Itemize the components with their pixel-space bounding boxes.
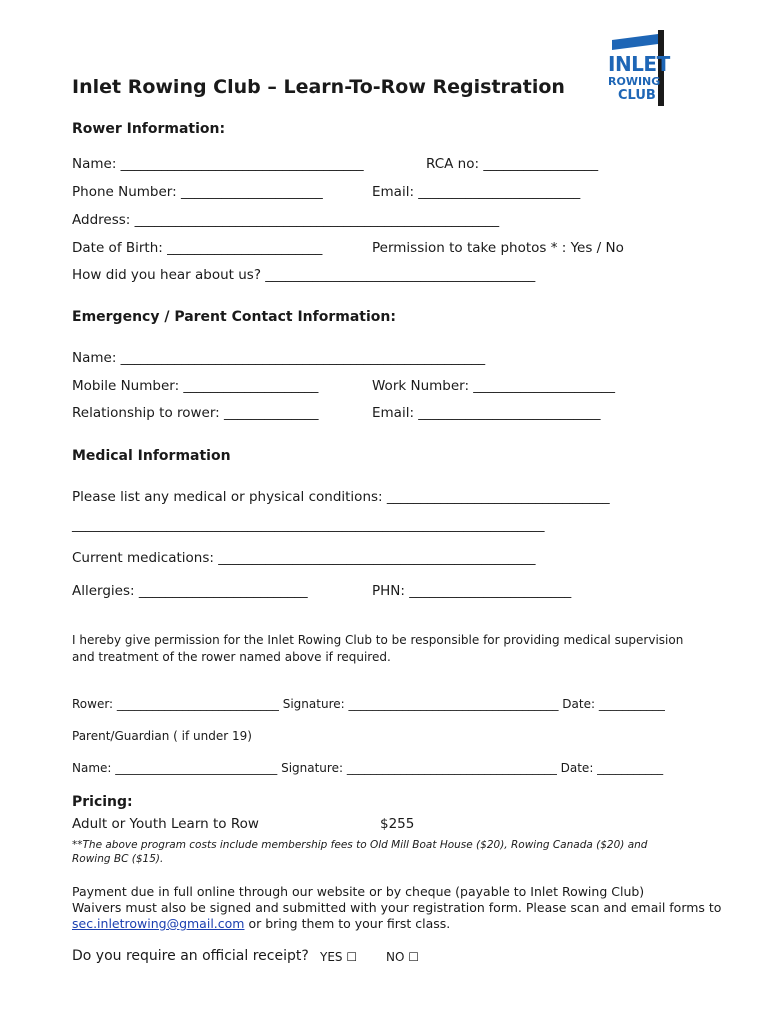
secretary-email-link[interactable]: sec.inletrowing@gmail.com xyxy=(72,916,245,931)
pricing-item-price: $255 xyxy=(380,816,415,832)
medical-permission-line-1: I hereby give permission for the Inlet Rowing Club to be responsible for providing medical supervision xyxy=(72,633,684,647)
payment-line-1: Payment due in full online through our website or by cheque (payable to Inlet Rowing Club) xyxy=(72,884,645,899)
payment-line-2: Waivers must also be signed and submitted with your registration form. Please scan and email forms to xyxy=(72,900,722,915)
rower-name-field[interactable]: Name: ____________________________________ xyxy=(72,156,364,172)
relationship-field[interactable]: Relationship to rower: ______________ xyxy=(72,405,319,421)
address-field[interactable]: Address: ______________________________________________________ xyxy=(72,212,500,228)
rca-number-field[interactable]: RCA no: _________________ xyxy=(426,156,599,172)
logo-line-rowing: ROWING xyxy=(608,75,661,88)
medical-conditions-continued[interactable]: ______________________________________________________________________ xyxy=(72,517,545,533)
mobile-number-field[interactable]: Mobile Number: ____________________ xyxy=(72,378,319,394)
club-logo xyxy=(608,30,670,108)
receipt-no-checkbox[interactable]: NO ☐ xyxy=(386,950,419,964)
contact-name-field[interactable]: Name: ______________________________________________________ xyxy=(72,350,486,366)
rower-email-field[interactable]: Email: ________________________ xyxy=(372,184,581,200)
allergies-field[interactable]: Allergies: _________________________ xyxy=(72,583,308,599)
guardian-signature-line[interactable]: Name: ___________________________ Signature: ___________________________________ Date: ___________ xyxy=(72,761,664,775)
rower-signature-line[interactable]: Rower: ___________________________ Signature: ___________________________________ Date: ___________ xyxy=(72,697,665,711)
payment-line-3 xyxy=(72,916,450,931)
work-number-field[interactable]: Work Number: _____________________ xyxy=(372,378,616,394)
pricing-item-label: Adult or Youth Learn to Row xyxy=(72,816,259,832)
emergency-contact-heading: Emergency / Parent Contact Information: xyxy=(72,309,396,325)
phn-field[interactable]: PHN: ________________________ xyxy=(372,583,572,599)
phone-number-field[interactable]: Phone Number: _____________________ xyxy=(72,184,323,200)
pricing-heading: Pricing: xyxy=(72,794,133,810)
receipt-yes-checkbox[interactable]: YES ☐ xyxy=(320,950,358,964)
payment-line-3-rest: or bring them to your first class. xyxy=(244,916,451,931)
medications-field[interactable]: Current medications: _______________________________________________ xyxy=(72,550,536,566)
rower-info-heading: Rower Information: xyxy=(72,121,226,137)
medical-permission-line-2: and treatment of the rower named above if required. xyxy=(72,650,391,664)
page-title: Inlet Rowing Club – Learn-To-Row Registration xyxy=(72,76,565,98)
medical-conditions-field[interactable]: Please list any medical or physical conditions: _________________________________ xyxy=(72,489,610,505)
logo-line-club: CLUB xyxy=(618,88,656,103)
pricing-note-line-1: **The above program costs include membership fees to Old Mill Boat House ($20), Rowing Canada ($20) and xyxy=(72,839,648,851)
medical-info-heading: Medical Information xyxy=(72,448,231,464)
date-of-birth-field[interactable]: Date of Birth: _______________________ xyxy=(72,240,323,256)
referral-source-field[interactable]: How did you hear about us? ________________________________________ xyxy=(72,267,536,283)
contact-email-field[interactable]: Email: ___________________________ xyxy=(372,405,601,421)
receipt-question: Do you require an official receipt? xyxy=(72,948,309,964)
pricing-note-line-2: Rowing BC ($15). xyxy=(72,853,164,865)
photo-permission-field[interactable]: Permission to take photos * : Yes / No xyxy=(372,240,624,256)
guardian-label: Parent/Guardian ( if under 19) xyxy=(72,729,252,743)
logo-line-inlet: INLET xyxy=(608,52,670,76)
